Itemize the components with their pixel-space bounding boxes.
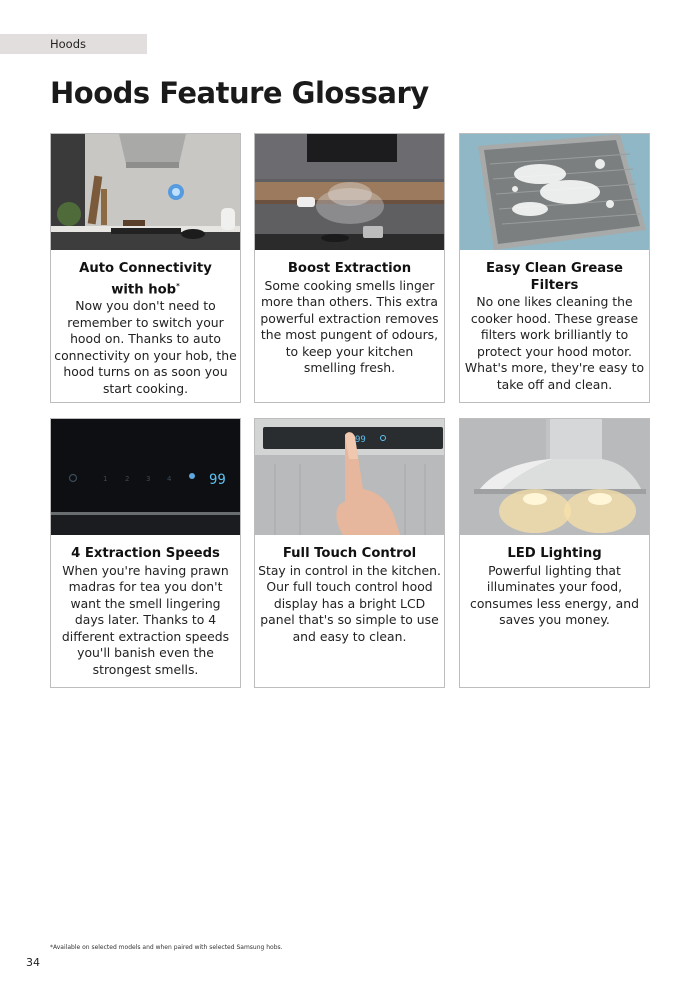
feature-body: Now you don't need to remember to switch your hood on. Thanks to auto connectivity on your hob, the hood turns on as soon you start cooking.: [54, 298, 237, 396]
feature-heading: Full Touch Control: [282, 546, 417, 561]
footnote: *Available on selected models and when paired with selected Samsung hobs.: [50, 944, 283, 951]
led-lighting-image: [460, 419, 649, 535]
feature-body: Powerful lighting that illuminates your food, consumes less energy, and saves you money.: [470, 562, 639, 627]
feature-heading: LED Lighting: [507, 546, 602, 561]
feature-card-led-lighting: [459, 418, 650, 688]
svg-text:3: 3: [146, 475, 151, 483]
page-title: Hoods Feature Glossary: [50, 76, 429, 110]
touch-display: 99: [355, 435, 366, 445]
control-panel-image: [51, 419, 240, 535]
feature-card-extraction-speeds: [50, 418, 241, 688]
feature-card-auto-connectivity: [50, 133, 241, 403]
feature-heading: Boost Extraction: [287, 261, 412, 276]
feature-heading: Auto Connectivity with hob*: [79, 261, 212, 297]
feature-body: Some cooking smells linger more than others. This extra powerful extraction removes the most pungent of odours, to keep your kitchen smelling fresh.: [260, 277, 439, 375]
feature-body: No one likes cleaning the cooker hood. These grease filters work brilliantly to protect your hood motor. What's more, they're easy to take off and clean.: [464, 294, 645, 392]
page-number: 34: [26, 956, 40, 969]
feature-card-boost-extraction: [254, 133, 445, 403]
speed-display: 99: [209, 472, 226, 488]
svg-text:2: 2: [125, 475, 130, 483]
feature-card-touch-control: [254, 418, 445, 688]
feature-body: When you're having prawn madras for tea you don't want the smell lingering days later. Thanks to 4 different extraction speeds you'll banish even the strongest smells.: [61, 562, 230, 677]
feature-heading: 4 Extraction Speeds: [71, 546, 220, 561]
feature-heading: Easy Clean Grease Filters: [486, 261, 623, 293]
svg-text:1: 1: [103, 475, 108, 483]
feature-body: Stay in control in the kitchen. Our full touch control hood display has a bright LCD panel that's so simple to use and easy to clean.: [258, 562, 441, 644]
footnote-marker: *: [176, 281, 180, 290]
section-tab: Hoods: [0, 34, 147, 54]
boost-extraction-image: [255, 134, 444, 250]
feature-card-grease-filters: [459, 133, 650, 403]
svg-text:4: 4: [167, 475, 172, 483]
touch-control-image: [255, 419, 444, 535]
kitchen-hob-image: [51, 134, 240, 250]
grease-filter-image: [460, 134, 649, 250]
